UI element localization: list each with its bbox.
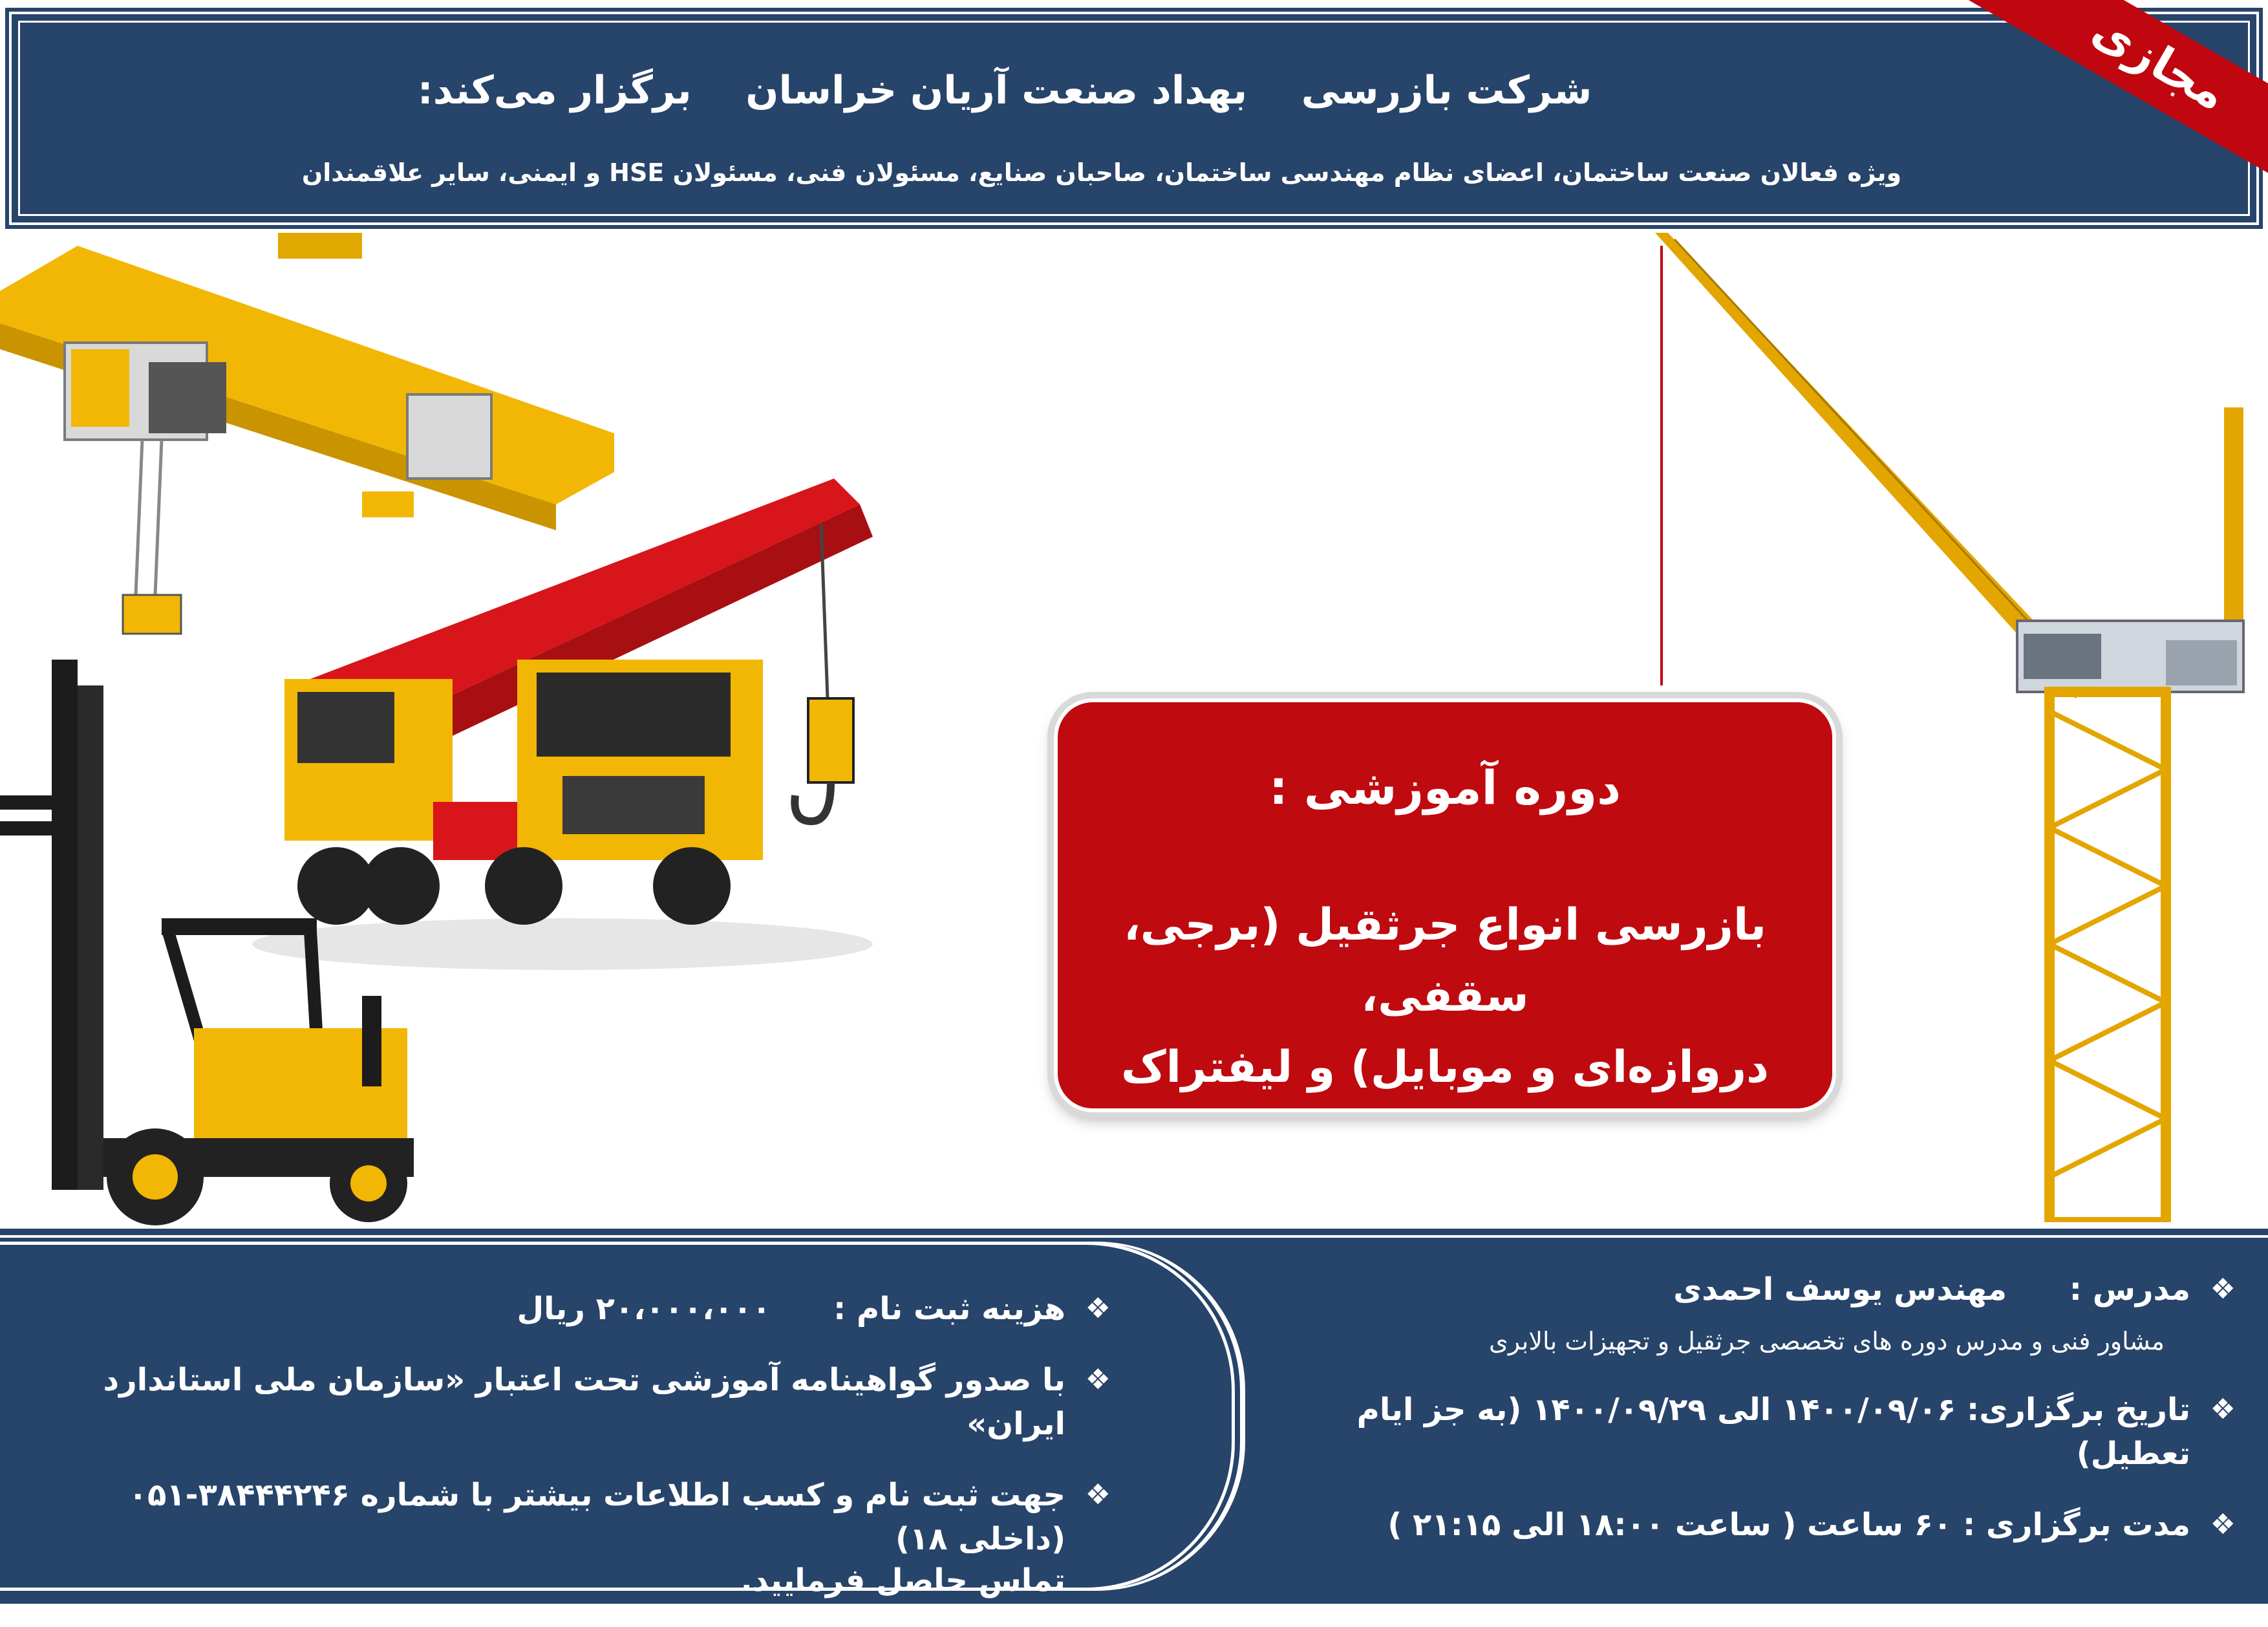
forklift-image	[0, 647, 465, 1229]
contact-text: جهت ثبت نام و کسب اطلاعات بیشتر با شماره ۳۸۴۴۴۲۴۶-۰۵۱ (داخلی ۱۸)	[128, 1477, 1065, 1557]
header-banner	[9, 12, 2259, 225]
header	[0, 0, 2268, 233]
footer-divider	[0, 1235, 2268, 1238]
instructor-name: مهندس یوسف احمدی	[1673, 1271, 2007, 1308]
diamond-bullet-icon: ❖	[1085, 1478, 1111, 1511]
certificate-text: با صدور گواهینامه آموزشی تحت اعتبار «سازمان ملی استاندارد ایران»	[103, 1362, 1065, 1442]
course-title-line-2: دروازه‌ای و موبایل) و لیفتراک	[1120, 1042, 1770, 1093]
instructor-role: مشاور فنی و مدرس دوره های تخصصی جرثقیل و تجهیزات بالابری	[1489, 1327, 2165, 1355]
diamond-bullet-icon: ❖	[1085, 1363, 1111, 1396]
diamond-bullet-icon: ❖	[1085, 1292, 1111, 1325]
certificate-item	[91, 1358, 1111, 1446]
audience-subtitle: ویژه فعالان صنعت ساختمان، اعضای نظام مهندسی ساختمان، صاحبان صنایع، مسئولان فنی، مسئولان HSE و ایمنی، سایر علاقمندان	[301, 158, 1902, 187]
organizer-title: شرکت بازرسی بهداد صنعت آریان خراسان برگزار می‌کند:	[417, 68, 1592, 113]
course-duration: مدت برگزاری : ۶۰ ساعت ( ساعت ۱۸:۰۰ الی ۲۱:۱۵ )	[1387, 1507, 2190, 1543]
contact-item	[91, 1473, 1111, 1600]
contact-text-continued: تماس حاصل فرمایید.	[740, 1562, 1065, 1599]
instructor-label: مدرس :	[2069, 1271, 2190, 1308]
diamond-bullet-icon: ❖	[2210, 1508, 2236, 1541]
course-title	[1097, 890, 1793, 1103]
course-details	[1287, 1267, 2236, 1574]
registration-details	[91, 1287, 1111, 1627]
fee-label: هزینه ثبت نام :	[833, 1291, 1065, 1327]
course-date: تاریخ برگزاری: ۱۴۰۰/۰۹/۰۶ الی ۱۴۰۰/۰۹/۲۹ (به جز ایام تعطیل)	[1356, 1392, 2190, 1472]
course-title-line-1: بازرسی انواع جرثقیل (برجی، سقفی،	[1123, 900, 1767, 1022]
fee-item	[91, 1287, 1111, 1331]
date-item	[1287, 1388, 2236, 1476]
diamond-bullet-icon: ❖	[2210, 1273, 2236, 1306]
course-heading: دوره آموزشی :	[1268, 760, 1621, 815]
diamond-bullet-icon: ❖	[2210, 1393, 2236, 1426]
ribbon-label: مجازی	[2083, 3, 2236, 122]
instructor-item	[1287, 1267, 2236, 1361]
duration-item	[1287, 1503, 2236, 1547]
course-box	[1054, 698, 1836, 1112]
fee-value: ۲۰،۰۰۰،۰۰۰ ریال	[517, 1291, 771, 1327]
